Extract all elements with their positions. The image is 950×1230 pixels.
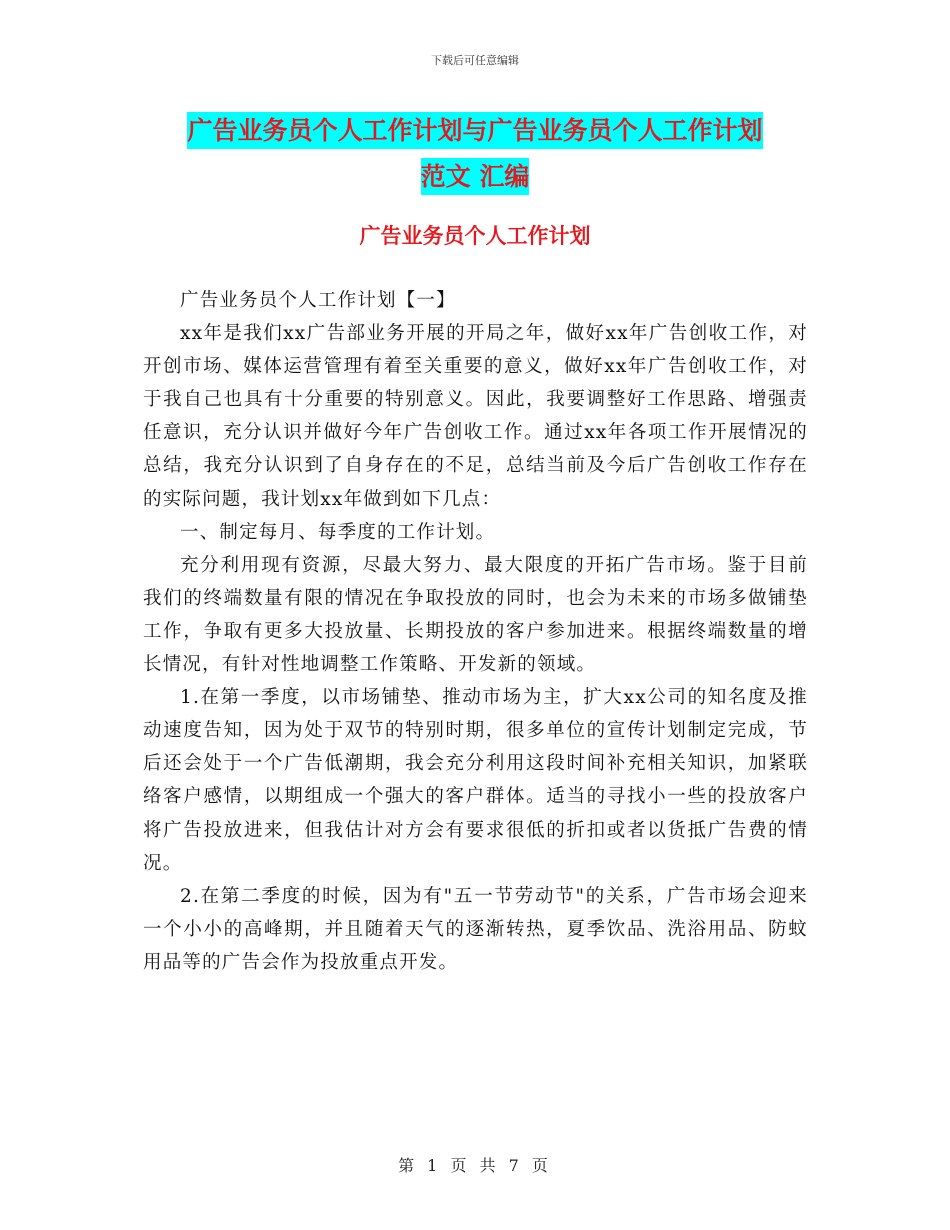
paragraph-subheading: 广告业务员个人工作计划【一】 (180, 290, 456, 311)
document-body (143, 284, 808, 979)
page-footer: 第 1 页 共 7 页 (398, 1156, 552, 1175)
title-highlight-2: 范文 汇编 (421, 158, 530, 195)
header-note: 下载后可任意编辑 (431, 54, 519, 67)
document-title-line-2 (0, 154, 950, 200)
title-highlight-1: 广告业务员个人工作计划与广告业务员个人工作计划 (187, 112, 762, 149)
document-title (0, 108, 950, 200)
paragraph: xx年是我们xx广告部业务开展的开局之年，做好xx年广告创收工作，对开创市场、媒体运营管理有着至关重要的意义，做好xx年广告创收工作，对于我自己也具有十分重要的特别意义。因此，我要调整好工作思路、增强责任意识，充分认识并做好今年广告创收工作。通过xx年各项工作开展情况的总结，我充分认识到了自身存在的不足，总结当前及今后广告创收工作存在的实际问题，我计划xx年做到如下几点： (143, 323, 808, 510)
paragraph: 充分利用现有资源，尽最大努力、最大限度的开拓广告市场。鉴于目前我们的终端数量有限的情况在争取投放的同时，也会为未来的市场多做铺垫工作，争取有更多大投放量、长期投放的客户参加进来。根据终端数量的增长情况，有针对性地调整工作策略、开发新的领域。 (143, 554, 808, 676)
section-title: 广告业务员个人工作计划 (359, 224, 591, 248)
paragraph: 1.在第一季度，以市场铺垫、推动市场为主，扩大xx公司的知名度及推动速度告知，因为处于双节的特别时期，很多单位的宣传计划制定完成，节后还会处于一个广告低潮期，我会充分利用这段时间补充相关知识，加紧联络客户感情，以期组成一个强大的客户群体。适当的寻找小一些的投放客户将广告投放进来，但我估计对方会有要求很低的折扣或者以货抵广告费的情况。 (143, 687, 808, 874)
paragraph: 2.在第二季度的时候，因为有"五一节劳动节"的关系，广告市场会迎来一个小小的高峰期，并且随着天气的逐渐转热，夏季饮品、洗浴用品、防蚊用品等的广告会作为投放重点开发。 (143, 885, 808, 973)
document-title-line-1 (0, 108, 950, 154)
paragraph-heading: 一、制定每月、每季度的工作计划。 (180, 521, 496, 543)
